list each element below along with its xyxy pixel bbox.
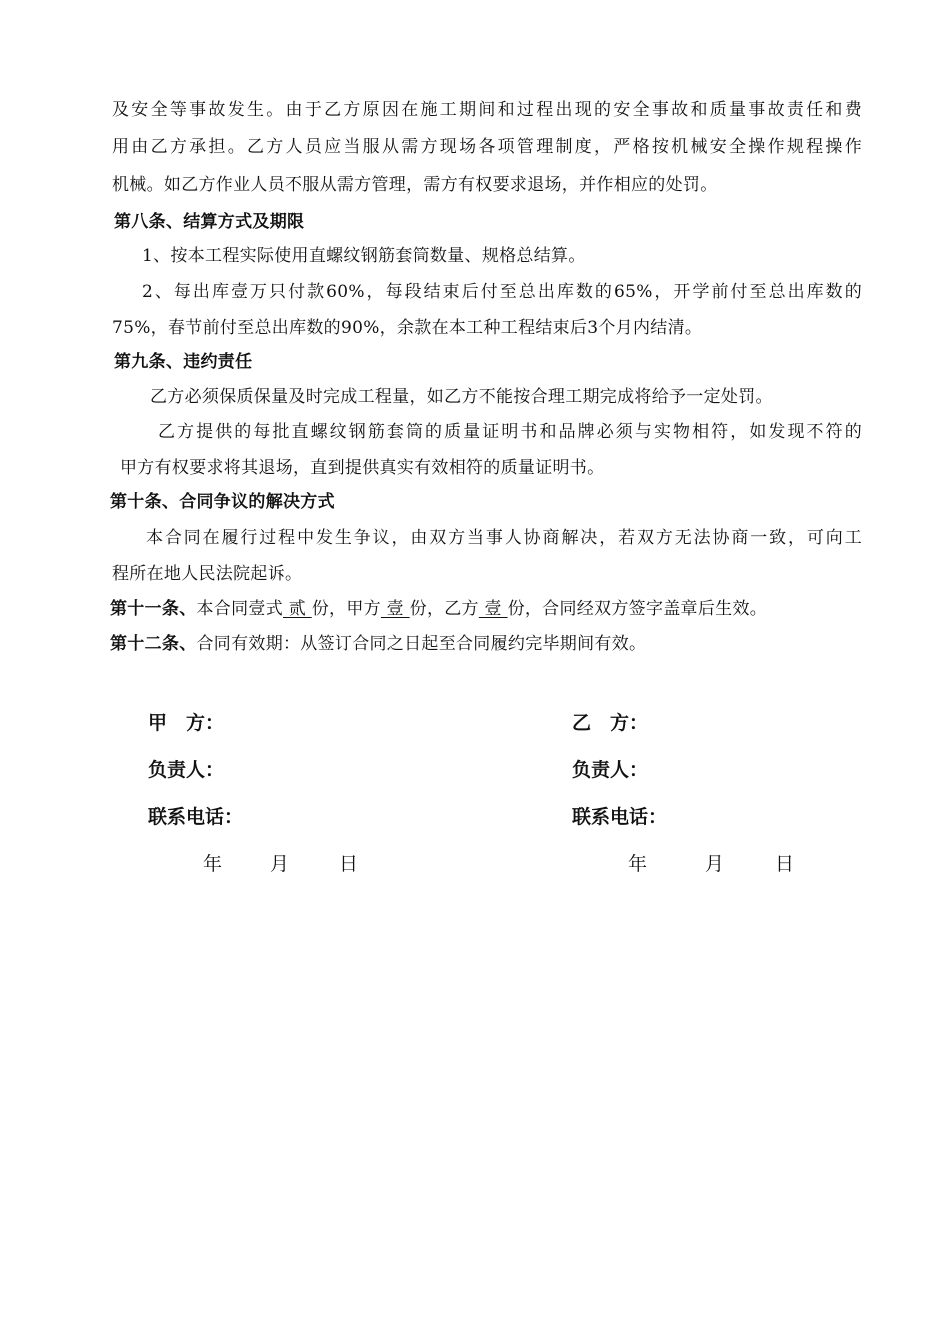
clause-8-1: 1、按本工程实际使用直螺纹钢筋套筒数量、规格总结算。	[142, 246, 586, 266]
party-b-responsible-label: 负责人：	[572, 759, 649, 781]
section-heading-8: 第八条、结算方式及期限	[114, 212, 305, 232]
party-b-phone-label: 联系电话：	[572, 806, 668, 828]
party-a-label: 甲 方：	[148, 712, 225, 734]
party-b-label: 乙 方：	[572, 712, 649, 734]
clause-8-2: 2、每出库壹万只付款60%，每段结束后付至总出库数的65%，开学前付至总出库数的	[142, 282, 862, 302]
party-a-responsible-label: 负责人：	[148, 759, 225, 781]
section-heading-9: 第九条、违约责任	[114, 352, 253, 372]
clause-10: 本合同在履行过程中发生争议，由双方当事人协商解决，若双方无法协商一致，可向工	[146, 528, 862, 548]
section-heading-10: 第十条、合同争议的解决方式	[110, 492, 335, 512]
clause-11	[110, 597, 860, 621]
section-heading-11: 第十一条、	[110, 599, 197, 619]
clause-9-2: 乙方提供的每批直螺纹钢筋套筒的质量证明书和品牌必须与实物相符，如发现不符的	[158, 422, 862, 442]
clause-12-text: 合同有效期：从签订合同之日起至合同履约完毕期间有效。	[196, 634, 647, 654]
party-a-date-year: 年	[203, 853, 223, 875]
clause-12	[110, 632, 860, 656]
party-b-date-year: 年	[628, 853, 648, 875]
clause-9-1: 乙方必须保质保量及时完成工程量，如乙方不能按合理工期完成将给予一定处罚。	[150, 387, 773, 407]
clause-11-text-b: 份，甲方	[311, 599, 381, 619]
copies-party-b-value: 壹	[478, 599, 508, 619]
party-a-phone-label: 联系电话：	[148, 806, 244, 828]
party-b-date-day: 日	[775, 853, 795, 875]
copies-total-value: 贰	[283, 599, 312, 619]
clause-11-text-a: 本合同壹式	[196, 599, 283, 619]
clause-10-cont: 程所在地人民法院起诉。	[112, 564, 303, 584]
section-heading-12: 第十二条、	[110, 634, 197, 654]
party-b-date-month: 月	[705, 853, 725, 875]
paragraph-line: 及安全等事故发生。由于乙方原因在施工期间和过程出现的安全事故和质量事故责任和费	[112, 100, 862, 120]
paragraph-line: 用由乙方承担。乙方人员应当服从需方现场各项管理制度，严格按机械安全操作规程操作	[112, 137, 862, 157]
clause-11-text-d: 份，合同经双方签字盖章后生效。	[507, 599, 768, 619]
clause-9-2-cont: 甲方有权要求将其退场，直到提供真实有效相符的质量证明书。	[120, 458, 605, 478]
clause-8-2-cont: 75%，春节前付至总出库数的90%，余款在本工种工程结束后3个月内结清。	[112, 318, 703, 338]
clause-11-text-c: 份，乙方	[409, 599, 479, 619]
party-a-date-day: 日	[339, 853, 359, 875]
party-a-date-month: 月	[270, 853, 290, 875]
copies-party-a-value: 壹	[380, 599, 410, 619]
paragraph-line: 机械。如乙方作业人员不服从需方管理，需方有权要求退场，并作相应的处罚。	[112, 175, 718, 195]
